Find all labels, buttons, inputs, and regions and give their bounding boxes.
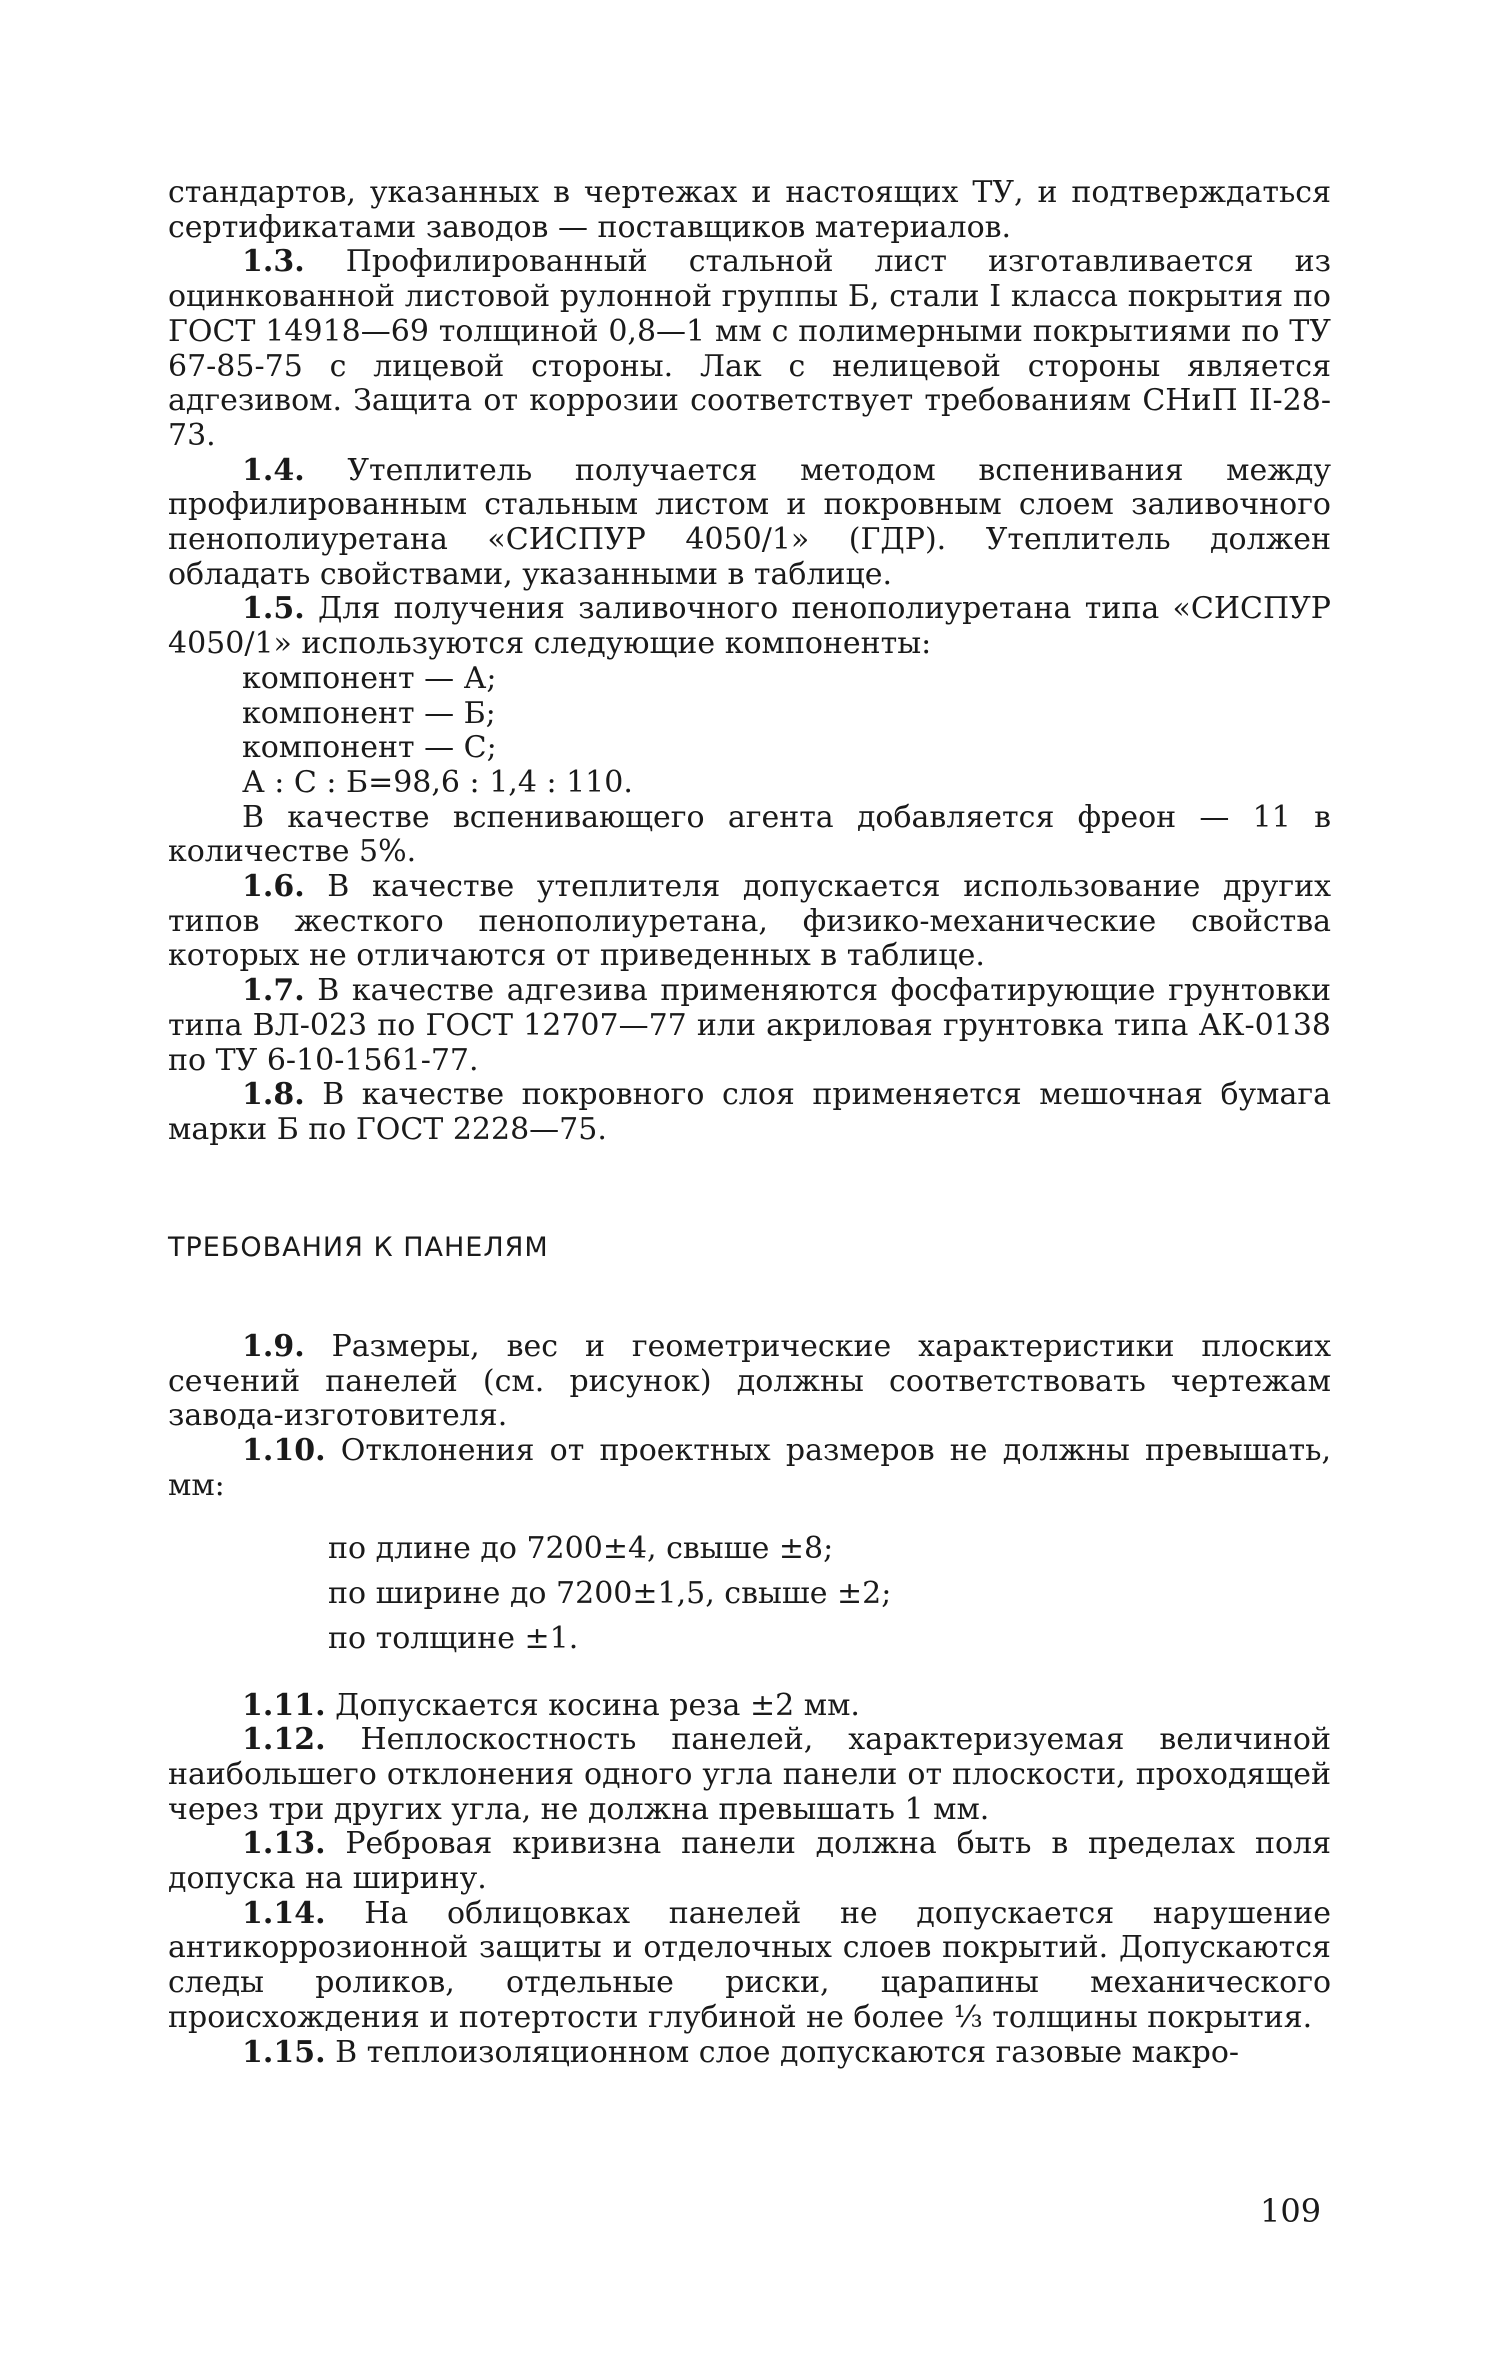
item-number: 1.15. — [242, 2034, 326, 2070]
paragraph-1-7 — [168, 974, 1331, 1078]
component-item: компонент — А; — [242, 660, 497, 696]
paragraph-1-6 — [168, 870, 1331, 974]
item-number: 1.8. — [242, 1077, 305, 1113]
paragraph-1-14 — [168, 1897, 1331, 2036]
tolerances-list — [168, 1526, 1331, 1661]
body-text-top — [168, 176, 1331, 1148]
item-number: 1.11. — [242, 1687, 326, 1723]
item-number: 1.14. — [242, 1895, 326, 1931]
item-number: 1.7. — [242, 973, 305, 1009]
paragraph-1-12 — [168, 1723, 1331, 1827]
paragraph-1-5 — [168, 592, 1331, 661]
section-heading: ТРЕБОВАНИЯ К ПАНЕЛЯМ — [168, 1232, 549, 1263]
paragraph-text: В качестве утеплителя допускается использование других типов жесткого пенополиуретана, физико-механические свойства которых не отличаются от приведенных в таблице. — [168, 869, 1331, 974]
paragraph-1-11 — [168, 1689, 1331, 1724]
component-item: компонент — С; — [242, 730, 497, 766]
paragraph-1-3 — [168, 245, 1331, 453]
paragraph-intro: стандартов, указанных в чертежах и настоящих ТУ, и подтверждаться сертификатами заводов — поставщиков материалов. — [168, 175, 1331, 245]
component-item: компонент — Б; — [242, 695, 496, 731]
paragraph-1-5-freon: В качестве вспенивающего агента добавляется фреон — 11 в количестве 5%. — [168, 799, 1331, 870]
paragraph-text: Допускается косина реза ±2 мм. — [335, 1687, 860, 1723]
item-number: 1.4. — [242, 452, 305, 488]
item-number: 1.10. — [242, 1433, 326, 1469]
components-list — [168, 662, 1331, 801]
item-number: 1.13. — [242, 1826, 326, 1862]
component-ratio: А : С : Б=98,6 : 1,4 : 110. — [242, 764, 633, 800]
paragraph-text: В качестве адгезива применяются фосфатирующие грунтовки типа ВЛ-023 по ГОСТ 12707—77 или акриловая грунтовка типа АК-0138 по ТУ 6-10-1561-77. — [168, 973, 1331, 1078]
item-number: 1.3. — [242, 244, 305, 280]
paragraph-text: Утеплитель получается методом вспенивания между профилированным стальным листом и покровным слоем заливочного пенополиуретана «СИСПУР 4050/1» (ГДР). Утеплитель должен обладать свойствами, указанными в таблице. — [168, 452, 1331, 592]
item-number: 1.9. — [242, 1329, 305, 1364]
paragraph-1-4 — [168, 454, 1331, 593]
paragraph-text: Для получения заливочного пенополиуретана типа «СИСПУР 4050/1» используются следующие компоненты: — [168, 591, 1331, 662]
paragraph-1-13 — [168, 1827, 1331, 1896]
paragraph-text: В теплоизоляционном слое допускаются газовые макро- — [335, 2034, 1240, 2070]
item-number: 1.5. — [242, 591, 305, 627]
body-text-bottom — [168, 1330, 1331, 2070]
paragraph-1-15 — [168, 2036, 1331, 2071]
paragraph-text: Профилированный стальной лист изготавливается из оцинкованной листовой рулонной группы Б, стали I класса покрытия по ГОСТ 14918—69 толщиной 0,8—1 мм с полимерными покрытиями по ТУ 67-85-75 с лицевой стороны. Лак с нелицевой стороны является адгезивом. Защита от коррозии соответствует требованиям СНиП II-28-73. — [168, 244, 1331, 453]
paragraph-text: Ребровая кривизна панели должна быть в пределах поля допуска на ширину. — [168, 1826, 1331, 1897]
page-number: 109 — [1260, 2192, 1322, 2230]
paragraph-1-9 — [168, 1330, 1331, 1434]
paragraph-text: Отклонения от проектных размеров не должны превышать, мм: — [168, 1433, 1331, 1503]
paragraph-1-8 — [168, 1078, 1331, 1147]
tolerance-width: по ширине до 7200±1,5, свыше ±2; — [328, 1575, 892, 1611]
item-number: 1.6. — [242, 869, 305, 905]
paragraph-text: В качестве покровного слоя применяется мешочная бумага марки Б по ГОСТ 2228—75. — [168, 1077, 1331, 1147]
item-number: 1.12. — [242, 1722, 326, 1758]
tolerance-length: по длине до 7200±4, свыше ±8; — [328, 1530, 834, 1566]
paragraph-text: Неплоскостность панелей, характеризуемая величиной наибольшего отклонения одного угла панели от плоскости, проходящей через три других угла, не должна превышать 1 мм. — [168, 1722, 1331, 1827]
tolerance-thickness: по толщине ±1. — [328, 1620, 579, 1656]
paragraph-text: Размеры, вес и геометрические характеристики плоских сечений панелей (см. рисунок) должны соответствовать чертежам завода-изготовителя. — [168, 1329, 1331, 1434]
paragraph-1-10 — [168, 1434, 1331, 1503]
paragraph-text: На облицовках панелей не допускается нарушение антикоррозионной защиты и отделочных слоев покрытий. Допускаются следы роликов, отдельные риски, царапины механического происхождения и потертости глубиной не более ⅓ толщины покрытия. — [168, 1895, 1331, 2035]
